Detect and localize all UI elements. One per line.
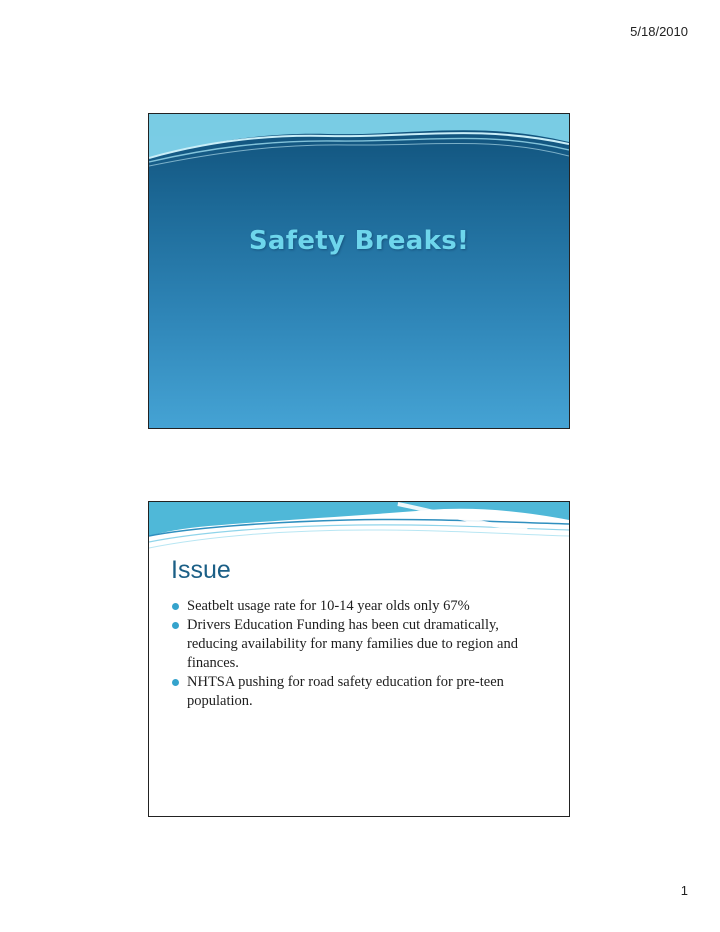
- bullet-text: Seatbelt usage rate for 10-14 year olds only 67%: [187, 598, 470, 614]
- bullet-text: NHTSA pushing for road safety education for pre-teen population.: [187, 674, 504, 709]
- list-item: [171, 597, 551, 616]
- bullet-icon: [172, 622, 179, 629]
- bullet-text: Drivers Education Funding has been cut dramatically, reducing availability for many families due to region and finances.: [187, 617, 518, 671]
- issue-slide: [148, 501, 570, 817]
- slide-heading: Issue: [171, 556, 231, 584]
- wave-decoration: [149, 114, 569, 174]
- bullet-icon: [172, 603, 179, 610]
- list-item: [171, 616, 551, 673]
- title-slide: [148, 113, 570, 429]
- list-item: [171, 673, 551, 711]
- bullet-list: [171, 597, 551, 711]
- page-date: 5/18/2010: [630, 24, 688, 39]
- slide-title: Safety Breaks!: [248, 226, 470, 256]
- page-number: 1: [680, 883, 688, 898]
- wave-decoration: [149, 502, 569, 562]
- bullet-icon: [172, 679, 179, 686]
